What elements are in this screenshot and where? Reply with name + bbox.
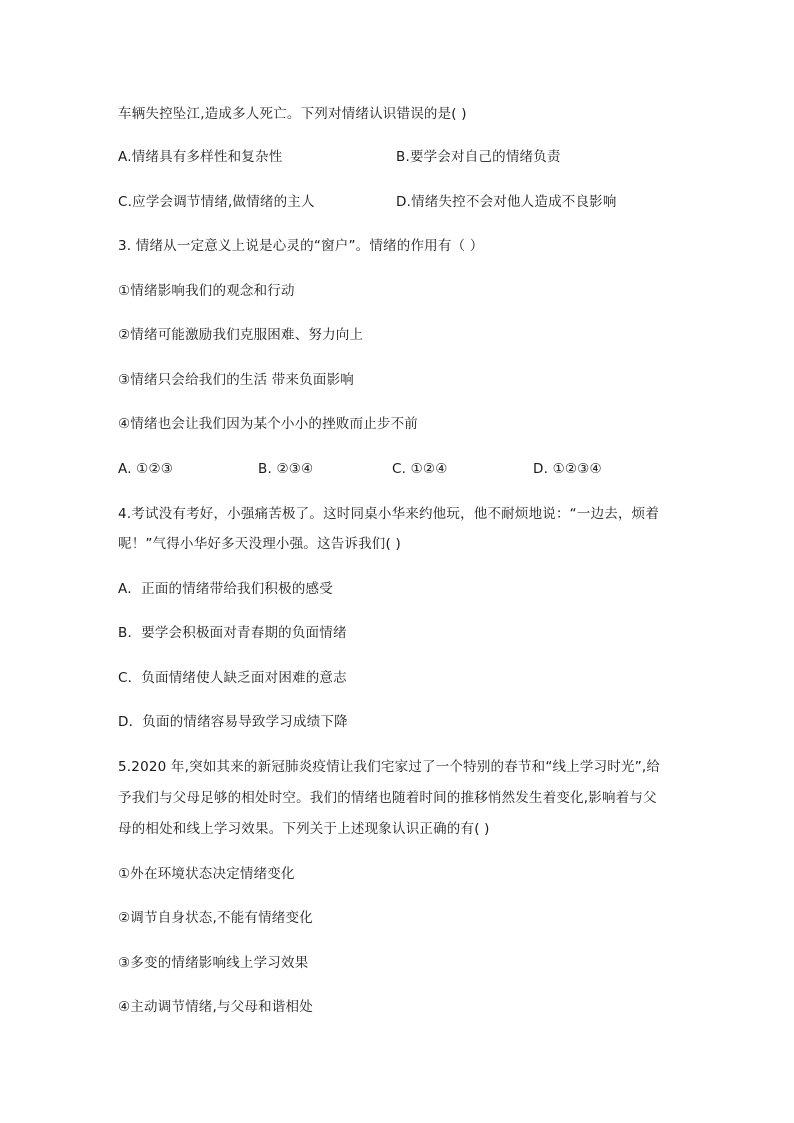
q4-stem-line-1: 4.考试没有考好，小强痛苦极了。这时同桌小华来约他玩，他不耐烦地说：“一边去，烦着	[118, 506, 660, 522]
q3-item-2: ②情绪可能激励我们克服困难、努力向上	[118, 327, 364, 343]
q3-option-b: B. ②③④	[258, 461, 314, 477]
q3-stem: 3. 情绪从一定意义上说是心灵的“窗户”。情绪的作用有（ ）	[118, 238, 484, 254]
q3-option-d: D. ①②③④	[533, 461, 602, 477]
q2-option-d: D.情绪失控不会对他人造成不良影响	[396, 194, 617, 210]
q5-stem-line-1: 5.2020 年,突如其来的新冠肺炎疫情让我们宅家过了一个特别的春节和“线上学习时光”,给	[118, 759, 661, 775]
q5-stem-line-2: 予我们与父母足够的相处时空。我们的情绪也随着时间的推移悄然发生着变化,影响着与父	[118, 790, 657, 806]
q4-option-a: A．正面的情绪带给我们积极的感受	[118, 581, 333, 597]
q3-item-4: ④情绪也会让我们因为某个小小的挫败而止步不前	[118, 416, 419, 432]
q2-option-c: C.应学会调节情绪,做情绪的主人	[118, 194, 315, 210]
q5-item-1: ①外在环境状态决定情绪变化	[118, 866, 295, 882]
q5-stem-line-3: 母的相处和线上学习效果。下列关于上述现象认识正确的有( )	[118, 821, 490, 837]
q2-option-a: A.情绪具有多样性和复杂性	[118, 149, 283, 165]
q5-item-3: ③多变的情绪影响线上学习效果	[118, 955, 309, 971]
q5-item-4: ④主动调节情绪,与父母和谐相处	[118, 999, 313, 1015]
q4-stem-line-2: 呢！”气得小华好多天没理小强。这告诉我们( )	[118, 536, 401, 552]
q5-item-2: ②调节自身状态,不能有情绪变化	[118, 910, 313, 926]
q4-option-b: B．要学会积极面对青春期的负面情绪	[118, 625, 347, 641]
q2-stem-tail: 车辆失控坠江,造成多人死亡。下列对情绪认识错误的是( )	[118, 106, 467, 122]
q3-option-a: A. ①②③	[118, 461, 174, 477]
q2-option-b: B.要学会对自己的情绪负责	[396, 149, 561, 165]
q3-item-1: ①情绪影响我们的观念和行动	[118, 283, 295, 299]
q3-option-c: C. ①②④	[392, 461, 448, 477]
q3-item-3: ③情绪只会给我们的生活 带来负面影响	[118, 372, 354, 388]
q4-option-d: D．负面的情绪容易导致学习成绩下降	[118, 714, 348, 730]
q4-option-c: C．负面情绪使人缺乏面对困难的意志	[118, 670, 347, 686]
